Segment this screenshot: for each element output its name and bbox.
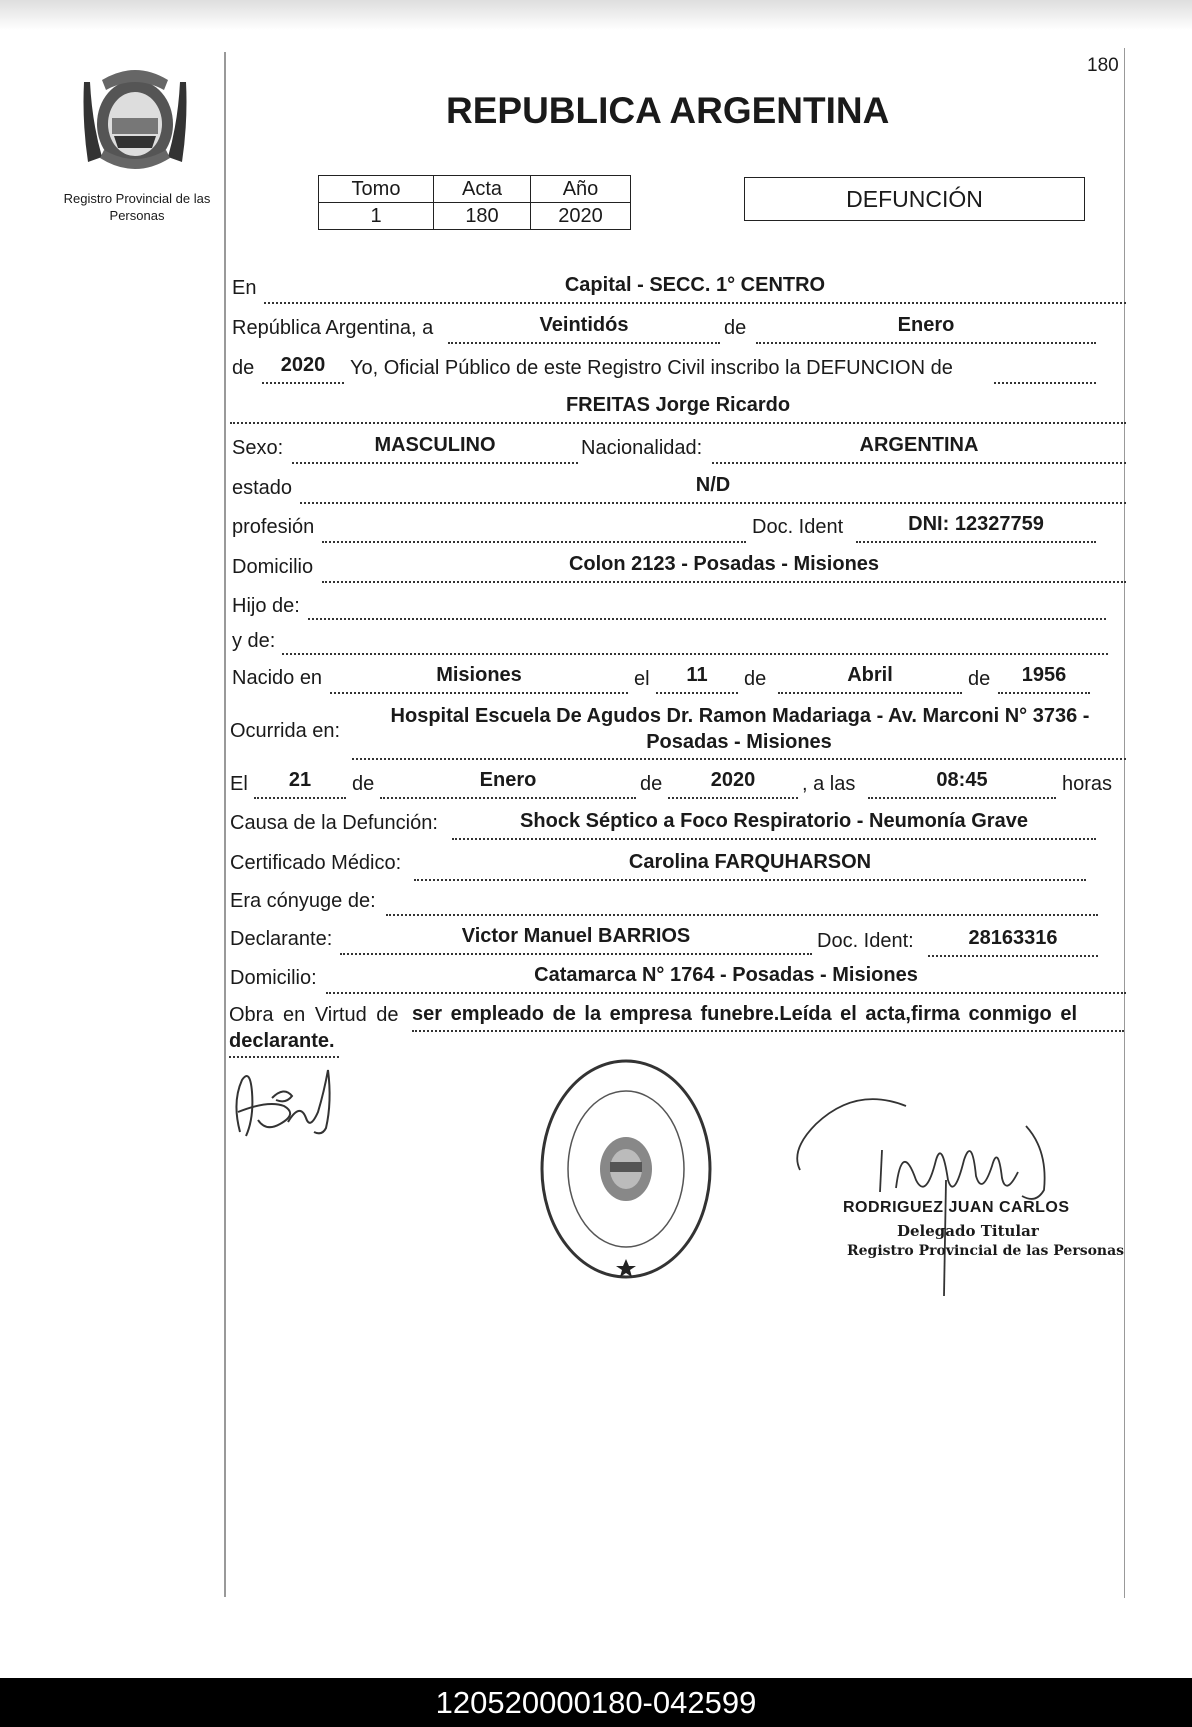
a-las-label: , a las xyxy=(802,773,856,795)
obra2-dotline xyxy=(229,1056,339,1058)
tomo-value: 1 xyxy=(319,203,434,230)
document-code-footer: 120520000180-042599 xyxy=(0,1678,1192,1727)
tomo-acta-table xyxy=(318,175,631,230)
scan-shadow xyxy=(0,0,1192,30)
dia-texto-value: Veintidós xyxy=(539,314,629,336)
sexo-label: Sexo: xyxy=(232,437,284,459)
official-org: Registro Provincial de las Personas xyxy=(847,1243,1125,1259)
anio-header: Año xyxy=(531,176,631,203)
nacionalidad-value: ARGENTINA xyxy=(859,434,979,456)
declarante-label: Declarante: xyxy=(230,928,333,950)
certificado-value: Carolina FARQUHARSON xyxy=(628,851,872,873)
hijo-de-dotline xyxy=(308,618,1106,620)
nac-mes-dotline xyxy=(778,692,962,694)
def-anio-dotline xyxy=(668,797,798,799)
declarante-doc-value: 28163316 xyxy=(968,927,1058,949)
def-hora-dotline xyxy=(868,797,1056,799)
y-de-dotline xyxy=(282,653,1108,655)
obra-linea2-value: declarante. xyxy=(229,1030,335,1052)
doc-value: DNI: 12327759 xyxy=(908,513,1044,535)
hijo-de-label: Hijo de: xyxy=(232,595,300,617)
anio-dotline xyxy=(262,382,344,384)
nombre-dotline xyxy=(230,422,1126,424)
de-label-5: de xyxy=(352,773,375,795)
nac-anio-dotline xyxy=(998,692,1090,694)
def-hora-value: 08:45 xyxy=(936,769,988,791)
tomo-header: Tomo xyxy=(319,176,434,203)
record-type-box: DEFUNCIÓN xyxy=(744,177,1085,221)
registro-label: Registro Provincial de las Personas xyxy=(63,191,211,223)
profesion-label: profesión xyxy=(232,516,315,538)
estado-label: estado xyxy=(232,477,293,499)
lugar-value: Capital - SECC. 1° CENTRO xyxy=(564,274,826,296)
de-label-4: de xyxy=(968,668,991,690)
nac-mes-value: Abril xyxy=(847,664,893,686)
y-de-label: y de: xyxy=(232,630,276,652)
obra-label: Obra en Virtud de xyxy=(229,1004,399,1026)
nacido-en-value: Misiones xyxy=(436,664,522,686)
acta-value: 180 xyxy=(434,203,531,230)
def-anio-value: 2020 xyxy=(710,769,756,791)
declarante-doc-dotline xyxy=(928,955,1098,957)
doc-ident-label: Doc. Ident xyxy=(752,516,844,538)
nombre-value: FREITAS Jorge Ricardo xyxy=(565,394,791,416)
nac-anio-value: 1956 xyxy=(1021,664,1067,686)
domicilio2-dotline xyxy=(326,992,1126,994)
estado-value: N/D xyxy=(695,474,731,496)
official-signature xyxy=(786,1080,1096,1300)
nacido-dotline xyxy=(330,692,628,694)
causa-label: Causa de la Defunción: xyxy=(230,812,438,834)
el-cap-label: El xyxy=(230,773,248,795)
province-seal-logo xyxy=(82,62,188,180)
nac-dia-dotline xyxy=(656,692,738,694)
ocurrida-dotline xyxy=(352,758,1126,760)
statement-dotline xyxy=(994,382,1096,384)
obra-dotline xyxy=(412,1030,1124,1032)
de-label: de xyxy=(724,317,747,339)
profesion-dotline xyxy=(322,541,746,543)
domicilio-dotline xyxy=(322,581,1126,583)
de-label-2: de xyxy=(232,357,255,379)
obra-linea1-value: ser empleado de la empresa funebre.Leída el acta,firma conmigo el xyxy=(412,1003,1078,1025)
official-title: Delegado Titular xyxy=(897,1222,1039,1240)
republica-label: República Argentina, a xyxy=(232,317,434,339)
def-dia-value: 21 xyxy=(288,769,312,791)
doc-ident2-label: Doc. Ident: xyxy=(817,930,914,952)
nacido-en-label: Nacido en xyxy=(232,667,323,689)
page-number: 180 xyxy=(1087,55,1119,76)
ocurrida-linea2-value: Posadas - Misiones xyxy=(646,731,832,753)
anio-record-value: 2020 xyxy=(280,354,326,376)
de-label-3: de xyxy=(744,668,767,690)
causa-value: Shock Séptico a Foco Respiratorio - Neumonía Grave xyxy=(520,810,1028,832)
en-label: En xyxy=(232,277,257,299)
certificado-dotline xyxy=(414,879,1086,881)
el-label: el xyxy=(634,668,650,690)
horas-label: horas xyxy=(1062,773,1113,795)
left-margin-line xyxy=(224,52,226,1597)
nac-dia-value: 11 xyxy=(686,664,708,686)
doc-dotline xyxy=(856,541,1096,543)
lugar-dotline xyxy=(264,302,1126,304)
anio-value: 2020 xyxy=(531,203,631,230)
conyuge-label: Era cónyuge de: xyxy=(230,890,376,912)
domicilio2-label: Domicilio: xyxy=(230,967,317,989)
official-name: RODRIGUEZ JUAN CARLOS xyxy=(843,1199,1070,1216)
causa-dotline xyxy=(452,838,1096,840)
digital-stamp xyxy=(536,1054,716,1284)
conyuge-dotline xyxy=(386,914,1098,916)
def-mes-dotline xyxy=(380,797,636,799)
domicilio-value: Colon 2123 - Posadas - Misiones xyxy=(568,553,880,575)
certificado-label: Certificado Médico: xyxy=(230,852,402,874)
declarante-domicilio-value: Catamarca N° 1764 - Posadas - Misiones xyxy=(534,964,918,986)
page-title: REPUBLICA ARGENTINA xyxy=(446,90,890,131)
def-dia-dotline xyxy=(254,797,346,799)
nacionalidad-label: Nacionalidad: xyxy=(581,437,703,459)
declarante-dotline xyxy=(340,953,812,955)
sexo-dotline xyxy=(292,462,578,464)
de-label-6: de xyxy=(640,773,663,795)
estado-dotline xyxy=(300,502,1126,504)
domicilio-label: Domicilio xyxy=(232,556,314,578)
sexo-value: MASCULINO xyxy=(374,434,496,456)
ocurrida-en-label: Ocurrida en: xyxy=(230,720,341,742)
dia-dotline xyxy=(448,342,720,344)
declarant-signature xyxy=(228,1062,344,1146)
mes-dotline xyxy=(756,342,1096,344)
acta-header: Acta xyxy=(434,176,531,203)
nacionalidad-dotline xyxy=(712,462,1126,464)
def-mes-value: Enero xyxy=(479,769,537,791)
ocurrida-linea1-value: Hospital Escuela De Agudos Dr. Ramon Madariaga - Av. Marconi N° 3736 - xyxy=(390,705,1090,727)
mes-value: Enero xyxy=(897,314,955,336)
oficial-statement: Yo, Oficial Público de este Registro Civil inscribo la DEFUNCION de xyxy=(350,357,953,379)
declarante-value: Victor Manuel BARRIOS xyxy=(461,925,691,947)
